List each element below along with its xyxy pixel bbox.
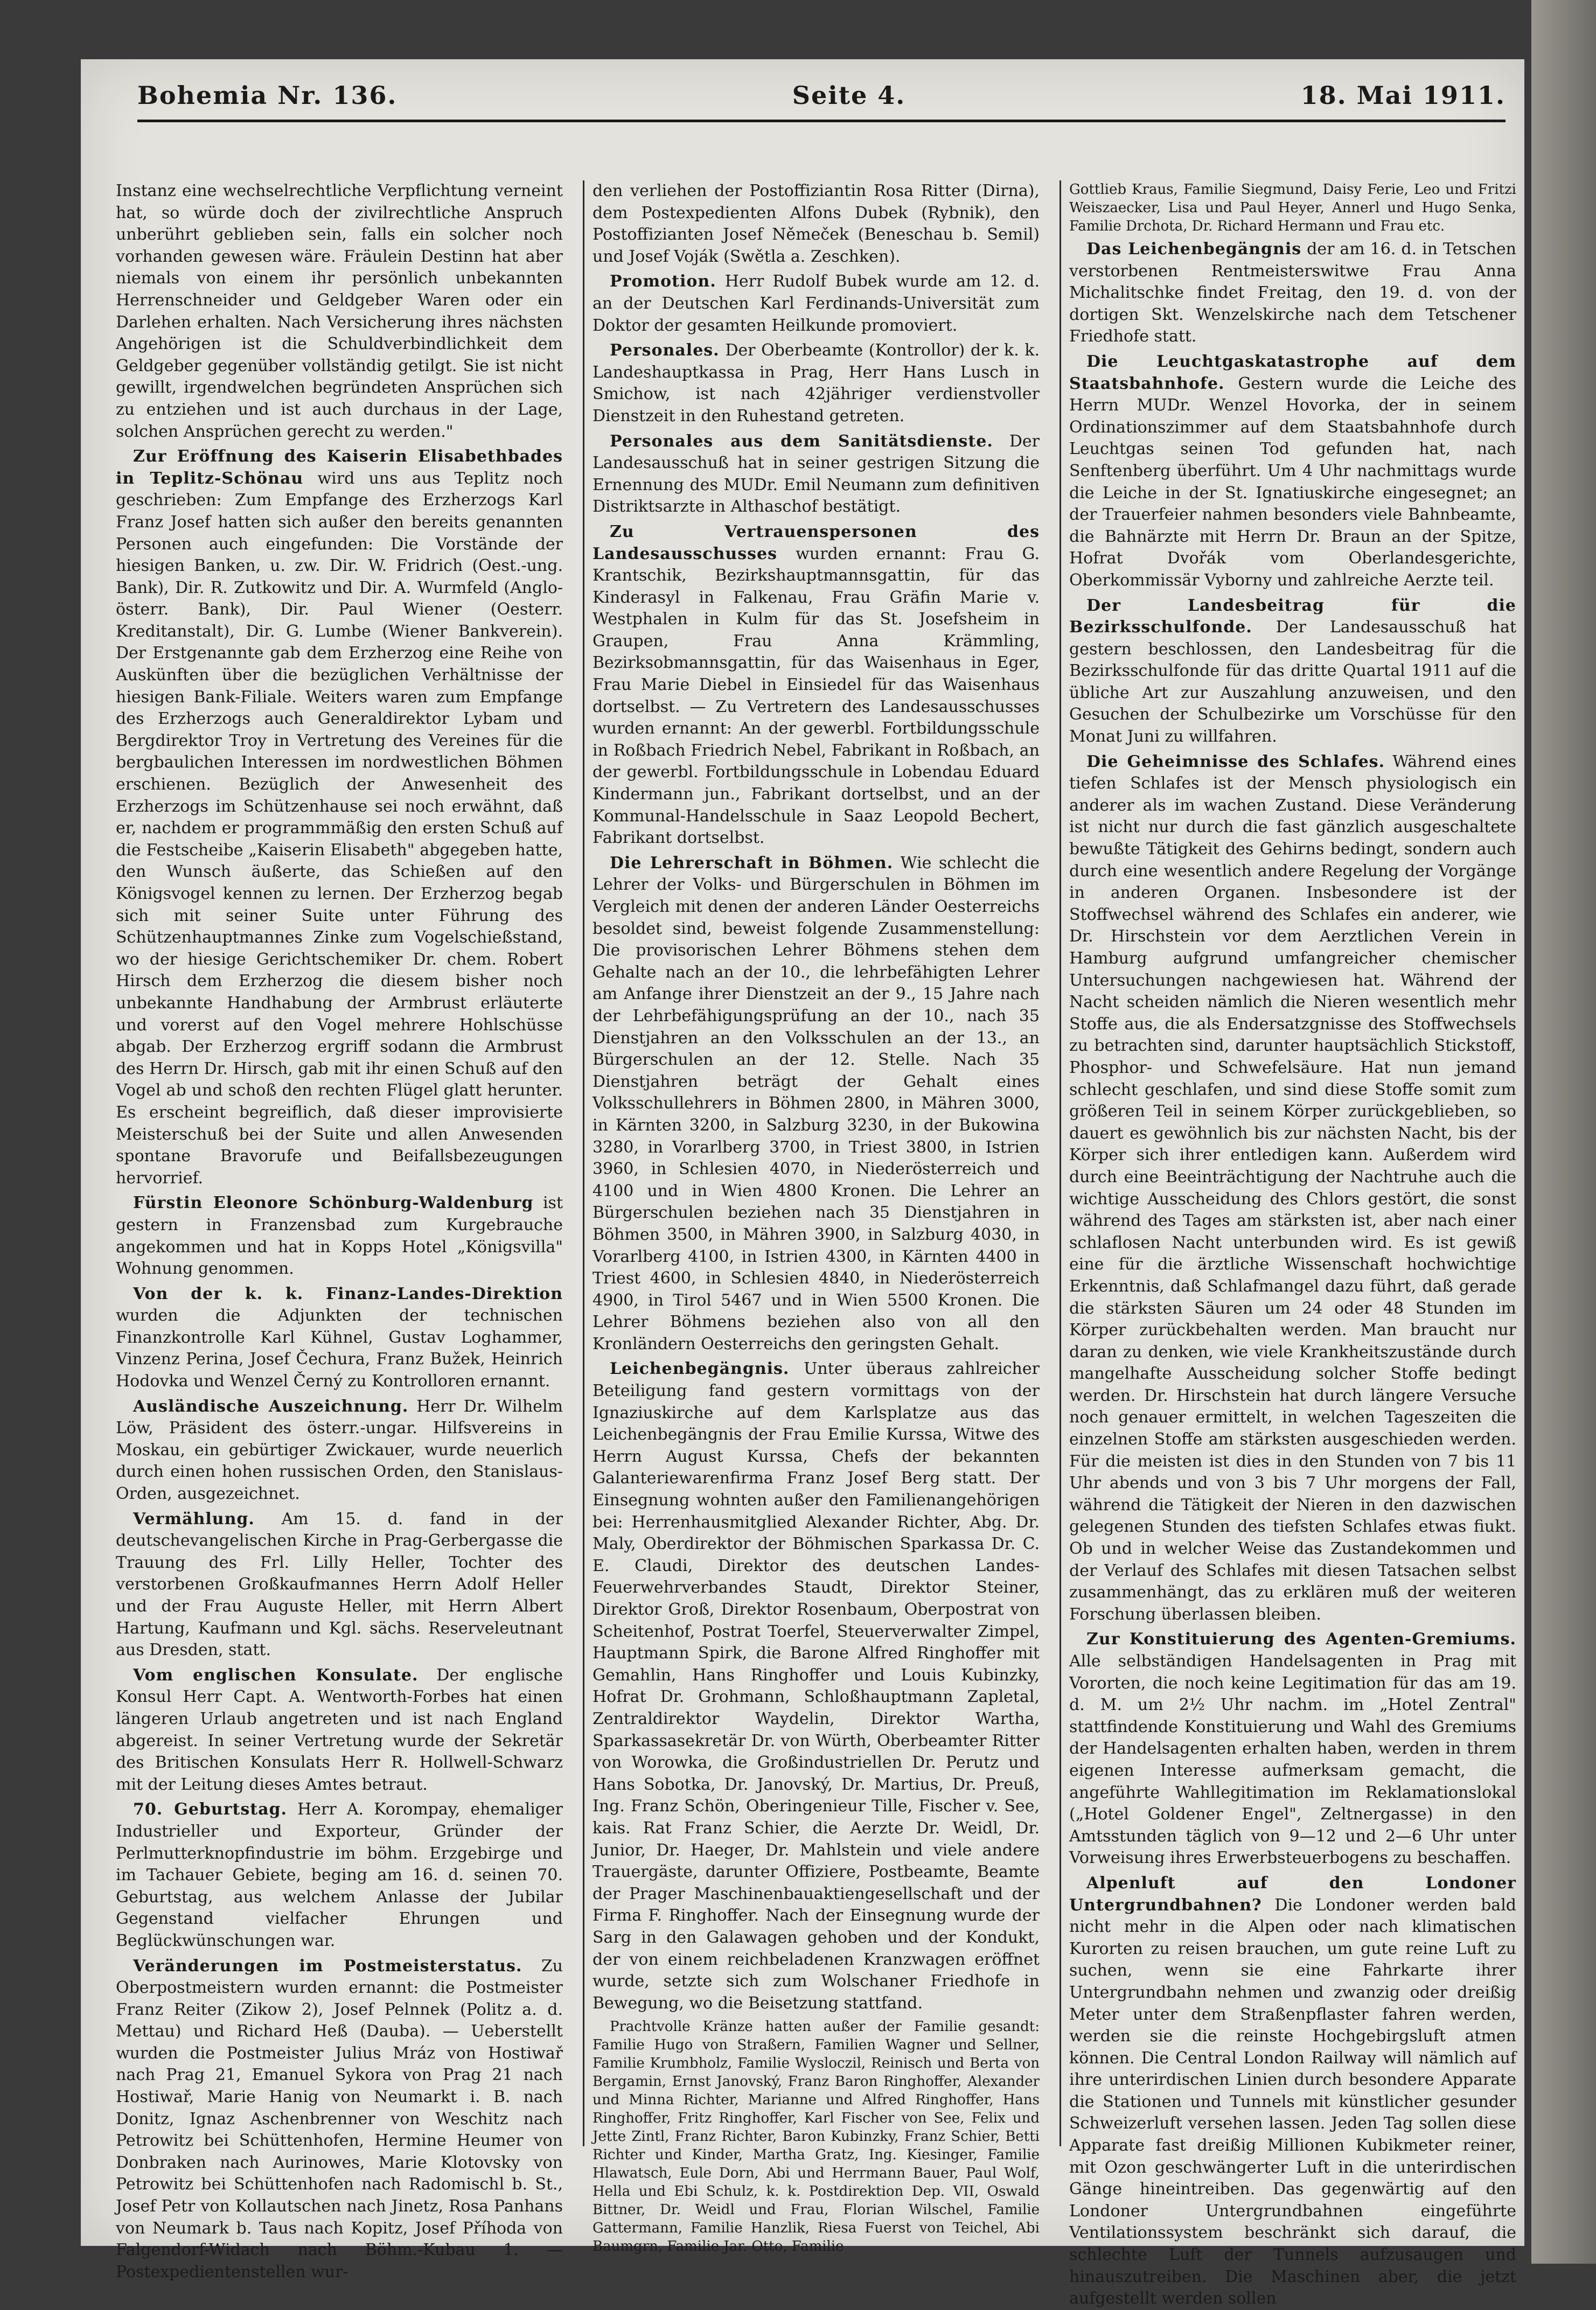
article [1069,751,1516,1626]
article-body: Instanz eine wechselrechtliche Verpflichtung verneint hat, so würde doch der zivilrechtliche Anspruch unberührt geblieben sein, falls ein solcher noch vorhanden gewesen wäre. Fräulein Destinn hat aber niemals von einem ihr persönlich unbekannten Herrenschneider und Geldgeber Waren oder ein Darlehen erhalten. Nach Versicherung ihres nächsten Angehörigen ist die Schuldverbindlichkeit dem Geldgeber gegenüber vollständig getilgt. Sie ist nicht gewillt, irgendwelchen begründeten Ansprüchen sich zu entziehen und ist auch durchaus in der Lage, solchen Ansprüchen gerecht zu werden." [116,182,563,441]
column-1 [116,180,563,2281]
article-text [116,180,563,443]
article-text [593,180,1040,268]
article [1069,351,1516,592]
article-body: Herr A. Korompay, ehemaliger Industrieller und Exporteur, Gründer der Perlmutterknopfindustrie im böhm. Erzgebirge und im Tachauer Gebiete, beging am 16. d. seinen 70. Geburtstag, aus welchem Anlasse der Jubilar Gegenstand vielfacher Ehrungen und Beglückwünschungen war. [116,1800,563,1950]
article [116,1799,563,1952]
article [1069,239,1516,348]
article-headline: Zur Eröffnung des Kaiserin Elisabethbades in Teplitz-Schönau [116,447,563,488]
article-body: Der englische Konsul Herr Capt. A. Wentworth-Forbes hat einen längeren Urlaub angetreten und ist nach England abgereist. In seiner Vertretung wurde der Sekretär des Britischen Konsulats Herr R. Hollwell-Schwarz mit der Leitung dieses Amtes betraut. [116,1665,563,1794]
article [116,1283,563,1393]
article-headline: Ausländische Auszeichnung. [133,1397,409,1416]
article-headline: Von der k. k. Finanz-Landes-Direktion [133,1284,563,1303]
article [116,1509,563,1662]
article-headline: Alpenluft auf den Londoner Untergrundbahnen? [1069,1873,1516,1915]
article-headline: Personales. [610,341,720,360]
column-3 [1069,180,1516,2308]
article [593,340,1040,427]
column-divider-1 [583,180,584,2146]
article-text [593,2018,1040,2256]
header-rule [137,120,1506,122]
article-headline: Die Leuchtgaskatastrophe auf dem Staatsbahnhofe. [1069,352,1516,393]
article-headline: Das Leichenbegängnis [1086,240,1302,259]
article-headline: Veränderungen im Postmeisterstatus. [133,1956,522,1976]
article [593,853,1040,1356]
article-body: Am 15. d. fand in der deutschevangelischen Kirche in Prag-Gerbergasse die Trauung des Frl. Lilly Heller, Tochter des verstorbenen Großkaufmannes Herrn Adolf Heller und der Frau Auguste Heller, mit Herrn Albert Hartung, Kaufmann und Kgl. sächs. Reserveleutnant aus Dresden, statt. [116,1509,563,1660]
article-body: Herr Rudolf Bubek wurde am 12. d. an der Deutschen Karl Ferdinands-Universität zum Doktor der gesamten Heilkunde promoviert. [593,272,1040,335]
article-headline: 70. Geburtstag. [133,1800,287,1819]
article-body: Der Oberbeamte (Kontrollor) der k. k. Landeshauptkassa in Prag, Herr Hans Lusch in Smichow, ist nach 42jähriger verdienstvoller Dienstzeit in den Ruhestand getreten. [593,341,1040,425]
article-text [1069,180,1516,235]
article-headline: Promotion. [610,272,716,291]
article [116,1956,563,2284]
article-headline: Zur Konstituierung des Agenten-Gremiums. [1086,1630,1516,1649]
article-body: Wie schlecht die Lehrer der Volks- und Bürgerschulen in Böhmen im Vergleich mit denen der anderen Länder Oesterreichs besoldet sind, beweist folgende Zusammenstellung: Die provisorischen Lehrer Böhmens stehen dem Gehalte nach an der 10., die lehrbefähigten Lehrer am Anfange ihrer Dienstzeit an der 9., 15 Jahre nach der Lehrbefähigungsprüfung an der 10., nach 35 Dienstjahren an den Volksschulen an der 13., an Bürgerschulen an der 12. Stelle. Nach 35 Dienstjahren beträgt der Gehalt eines Volksschullehrers in Böhmen 2800, in Mähren 3000, in Kärnten 3200, in Salzburg 3230, in der Bukowina 3280, in Vorarlberg 3700, in Triest 3800, in Istrien 3960, in Schlesien 4070, in Niederösterreich und 4100 und in Wien 4800 Kronen. Die Lehrer an Bürgerschulen beziehen nach 35 Dienstjahren in Böhmen 3500, in Mähren 3900, in Salzburg 4030, in Vorarlberg 4100, in Istrien 4300, in Kärnten 4400 in Triest 4600, in Schlesien 4840, in Niederösterreich 4900, in Tirol 5467 und in Wien 5500 Kronen. Die Lehrer Böhmens beziehen also von all den Kronländern Oesterreichs den geringsten Gehalt. [593,853,1040,1353]
article-headline: Vermählung. [133,1509,255,1529]
article-headline: Fürstin Eleonore Schönburg-Waldenburg [133,1194,534,1213]
article-body: Alle selbständigen Handelsagenten in Prag mit Vororten, die noch keine Legitimation für das am 19. d. M. um 2½ Uhr nachm. im „Hotel Zentral" stattfindende Konstituierung und Wahl des Gremiums der Handelsagenten erhalten haben, werden in threm eigenen Interesse aufmerksam gemacht, die angeführte Wahllegitimation im Reklamationslokal („Hotel Goldener Engel", Zeltnergasse) in den Amtsstunden täglich von 9—12 und 2—6 Uhr unter Vorweisung ihres Erwerbsteuerbogens zu beschaffen. [1069,1652,1516,1868]
article-body: Zu Oberpostmeistern wurden ernannt: die Postmeister Franz Reiter (Zikow 2), Josef Pelnnek (Politz a. d. Mettau) und Richard Heß (Dauba). — Ueberstellt wurden die Postmeister Julius Mráz von Hostiwař nach Prag 21, Emanuel Sykora von Prag 21 nach Hostiwař, Marie Hanig von Neumarkt i. B. nach Donitz, Ignaz Aschenbrenner von Weschitz nach Petrowitz bei Schüttenhofen, Hermine Heumer von Donbraken nach Aurinowes, Marie Klotovsky von Petrowitz bei Schüttenhofen nach Radomischl b. St., Josef Petr von Kollautschen nach Jinetz, Rosa Panhans von Neumark b. Taus nach Kopitz, Josef Příhoda von Falgendorf-Widach nach Böhm.-Kubau 1. — Postexpedientenstellen wur- [116,1956,563,2281]
article [593,431,1040,518]
article-body: Unter überaus zahlreicher Beteiligung fand gestern vormittags von der Ignaziuskirche auf dem Karlsplatze aus das Leichenbegängnis der Frau Emilie Kurssa, Witwe des Herrn August Kurssa, Chefs der bekannten Galanteriewarenfirma Franz Josef Berg statt. Der Einsegnung wohnten außer den Familienangehörigen bei: Herrenhausmitglied Alexander Richter, Abg. Dr. Maly, Oberdirektor der Böhmischen Sparkassa Dr. C. E. Claudi, Direktor des deutschen Landes-Feuerwehrverbandes Staudt, Direktor Steiner, Direktor Groß, Direktor Rosenbaum, Oberpostrat von Scheitenhof, Postrat Toerfel, Steuerverwalter Zimpel, Hauptmann Spirk, die Barone Alfred Ringhoffer mit Gemahlin, Hans Ringhoffer und Louis Kubinzky, Hofrat Dr. Grohmann, Schloßhauptmann Zapletal, Zentraldirektor Waydelin, Direktor Wartha, Sparkassasekretär Dr. von Würth, Oberbeamter Ritter von Worowka, die Großindustriellen Dr. Perutz und Hans Sobotka, Dr. Janovský, Dr. Martius, Dr. Preuß, Ing. Franz Schön, Oberingenieur Tille, Fischer v. See, kais. Rat Franz Schier, die Aerzte Dr. Weidl, Dr. Junior, Dr. Haeger, Dr. Mahlstein und viele andere Trauergäste, darunter Offiziere, Postbeamte, Beamte der Prager Maschinenbauaktiengesellschaft und der Firma F. Ringhoffer. Nach der Einsegnung wurde der Sarg in den Galawagen gehoben und der Kondukt, der von einem reichbeladenen Kranzwagen eröffnet wurde, setzte sich zum Wolschaner Friedhofe in Bewegung, wo die Beisetzung stattfand. [593,1359,1040,2013]
header-publication: Bohemia Nr. 136. [137,81,398,110]
article [1069,1629,1516,1869]
article-headline: Der Landesbeitrag für die Bezirksschulfonde. [1069,596,1516,637]
article-body: Der Landesausschuß hat in seiner gestrigen Sitzung die Ernennung des MUDr. Emil Neumann zum definitiven Distriktsarzte in Althaschof bestätigt. [593,431,1040,517]
header-page-number: Seite 4. [792,81,906,110]
article [116,1396,563,1505]
article [593,1358,1040,2014]
article-body: ist gestern in Franzensbad zum Kurgebrauche angekommen und hat in Kopps Hotel „Königsvilla" Wohnung genommen. [116,1194,563,1279]
page-header [137,81,1506,110]
article-headline: Die Geheimnisse des Schlafes. [1086,752,1385,771]
article [1069,1873,1516,2310]
article-headline: Die Lehrerschaft in Böhmen. [610,853,894,873]
article-body: Während eines tiefen Schlafes ist der Mensch physiologisch ein anderer als im wachen Zustand. Diese Veränderung ist nicht nur durch die fast gänzlich ausgeschaltete bewußte Tätigkeit des Gehirns bedingt, sondern auch durch eine wesentlich andere Regelung der Vorgänge in anderen Organen. Insbesondere ist der Stoffwechsel während des Schlafes ein anderer, wie Dr. Hirschstein vor dem Aerztlichen Verein in Hamburg aufgrund umfangreicher chemischer Untersuchungen nachgewiesen hat. Während der Nacht scheiden nämlich die Nieren wesentlich mehr Stoffe aus, die als Endersatzgnisse des Stoffwechsels zu betrachten sind, darunter hauptsächlich Stickstoff, Phosphor- und Schwefelsäure. Hat nun jemand schlecht geschlafen, und sind diese Stoffe somit zum größeren Teil in seinem Körper zurückgeblieben, so dauert es gewöhnlich bis zur nächsten Nacht, bis der Körper sich ihrer entledigen kann. Außerdem wird durch eine Beeinträchtigung der Nachtruhe auch die wichtige Ausscheidung des Chlors gestört, die sonst während des Tages am stärksten ist, aber nach einer schlaflosen Nacht unterbunden wird. Es ist gewiß eine für die ärztliche Wissenschaft hochwichtige Erkenntnis, daß Schlafmangel dazu führt, daß gerade die stärksten Säuren um 24 oder 48 Stunden im Körper zurückbehalten werden. Man braucht nur daran zu denken, wie viele Krankheitszustände durch mangelhafte Ausscheidung solcher Stoffe bedingt werden. Dr. Hirschstein hat durch längere Versuche noch genauer ermittelt, in welchen Tageszeiten die einzelnen Stoffe am stärksten ausgeschieden werden. Für die meisten ist dies in den Stunden von 7 bis 11 Uhr abends und von 3 bis 7 Uhr morgens der Fall, während die Tätigkeit der Nieren in den dazwischen gelegenen Stunden des tiefsten Schlafes etwas fiukt. Ob und in welcher Weise das Zustandekommen und der Verlauf des Schlafes mit diesen Tatsachen selbst zusammenhängt, das zu erklären muß der weiteren Forschung überlassen bleiben. [1069,752,1516,1624]
article-body: der am 16. d. in Tetschen verstorbenen Rentmeisterswitwe Frau Anna Michalitschke findet Freitag, den 19. d. von der dortigen Skt. Wenzelskirche nach dem Tetschener Friedhofe statt. [1069,240,1516,346]
article-headline: Leichenbegängnis. [610,1359,790,1379]
article-headline: Vom englischen Konsulate. [133,1665,419,1685]
article-body: Prachtvolle Kränze hatten außer der Familie gesandt: Familie Hugo von Straßern, Familien Wagner und Sellner, Familie Krumbholz, Familie Wysloczil, Reinisch und Berta von Bergamin, Ernst Janovský, Franz Baron Ringhoffer, Alexander und Minna Richter, Marianne und Alfred Ringhoffer, Hans Ringhoffer, Fritz Ringhoffer, Karl Fischer von See, Felix und Jette Zintl, Franz Richter, Baron Kubinzky, Franz Schier, Betti Richter und Kinder, Martha Gratz, Ing. Kiesinger, Familie Hlawatsch, Eule Dorn, Abi und Herrmann Bauer, Paul Wolf, Hella und Ebi Schulz, k. k. Postdirektion Dep. VII, Oswald Bittner, Dr. Weidl und Frau, Florian Wilschel, Familie Gattermann, Familie Hanzlik, Riesa Fuerst von Teichel, Abi Baumgrn, Familie Jar. Otto, Familie [593,2019,1040,2255]
article-body: den verliehen der Postoffiziantin Rosa Ritter (Dirna), dem Postexpedienten Alfons Dubek (Rybnik), den Postoffizianten Josef Němeček (Beneschau b. Semil) und Josef Voják (Swětla a. Zeschken). [593,182,1040,266]
article-body: wird uns aus Teplitz noch geschrieben: Zum Empfange des Erzherzogs Karl Franz Josef hatten sich außer den bereits genannten Personen auch eingefunden: Die Vorstände der hiesigen Banken, u. zw. Dir. W. Fridrich (Oest.-ung. Bank), Dir. R. Zutkowitz und Dir. A. Wurmfeld (Anglo-österr. Bank), Dir. Paul Wiener (Oesterr. Kreditanstalt), Dir. G. Lumbe (Wiener Bankverein). Der Erstgenannte gab dem Erzherzog eine Reihe von Auskünften über die bezüglichen Verhältnisse der hiesigen Bank-Filiale. Weiters waren zum Empfange des Erzherzogs auch Generaldirektor Lybam und Bergdirektor Troy in Vertretung des Vereines für die bergbaulichen Interessen im nordwestlichen Böhmen erschienen. Bezüglich der Anwesenheit des Erzherzogs im Schützenhause sei noch erwähnt, daß er, nachdem er programmmäßig den ersten Schuß auf die Festscheibe „Kaiserin Elisabeth" abgegeben hatte, den Wunsch äußerte, das Schießen auf den Königsvogel kennen zu lernen. Der Erzherzog begab sich mit seiner Suite unter Führung des Schützenhauptmannes Zinke zum Vogelschießstand, wo der hiesige Gerichtschemiker Dr. chem. Robert Hirsch dem Erzherzog die diesem bisher noch unbekannte Handhabung der Armbrust erläuterte und vorerst auf den Vogel mehrere Hohlschüsse abgab. Der Erzherzog ergriff sodann die Armbrust des Herrn Dr. Hirsch, gab mit ihr einen Schuß auf den Vogel ab und schoß den rechten Flügel glatt herunter. Es erscheint begreiflich, daß dieser improvisierte Meisterschuß bei der Suite und allen Anwesenden spontane Bravorufe und Beifallsbezeugungen hervorrief. [116,469,563,1188]
article [116,1192,563,1280]
article-body: Gestern wurde die Leiche des Herrn MUDr. Wenzel Hovorka, der in seinem Ordinationszimmer auf dem Staatsbahnhofe durch Leuchtgas seinen Tod gefunden hat, nach Senftenberg überführt. Um 4 Uhr nachmittags wurde die Leiche in der St. Ignatiuskirche eingesegnet; an der Trauerfeier nahmen besonders viele Bahnbeamte, die Bahnärzte mit Herrn Dr. Braun an der Spitze, Hofrat Dvořák vom Oberlandesgerichte, Oberkommissär Vyborny und zahlreiche Aerzte teil. [1069,374,1516,590]
article [593,271,1040,337]
article-body: Der Landesausschuß hat gestern beschlossen, den Landesbeitrag für die Bezirksschulfonde für das dritte Quartal 1911 auf die übliche Art zur Auszahlung anzuweisen, und den Gesuchen der Schulbezirke um Vorschüsse für den Monat Juni zu willfahren. [1069,618,1516,746]
column-divider-2 [1060,180,1061,2146]
scan-shadow [1531,0,1596,2264]
article [593,521,1040,849]
column-2 [593,180,1040,2255]
article-body: Herr Dr. Wilhelm Löw, Präsident des österr.-ungar. Hilfsvereins in Moskau, ein gebürtiger Zwickauer, wurde neuerlich durch einen hohen russischen Orden, den Stanislaus-Orden, ausgezeichnet. [116,1397,563,1504]
article-body: Die Londoner werden bald nicht mehr in die Alpen oder nach klimatischen Kurorten zu reisen brauchen, um gute reine Luft zu suchen, wenn sie eine Fahrkarte ihrer Untergrundbahn nehmen und zwanzig oder dreißig Meter unter dem Straßenpflaster fahren werden, werden sie die reinste Hochgebirgsluft atmen können. Die Central London Railway will nämlich auf ihre unterirdischen Linien durch besondere Apparate die Stationen und Tunnels mit künstlicher gesunder Schweizerluft versehen lassen. Jeden Tag sollen diese Apparate fast dreißig Millionen Kubikmeter reiner, mit Ozon geschwängerter Luft in die unterirdischen Gänge hineintreiben. Das gegenwärtig auf den Londoner Untergrundbahnen eingeführte Ventilationssystem beschränkt sich darauf, die schlechte Luft der Tunnels aufzusaugen und hinauszutreiben. Die Maschinen aber, die jetzt aufgestellt werden sollen [1069,1895,1516,2308]
article-body: Gottlieb Kraus, Familie Siegmund, Daisy Ferie, Leo und Fritzi Weiszaecker, Lisa und Paul Heyer, Annerl und Hugo Senka, Familie Drchota, Dr. Richard Hermann und Frau etc. [1069,182,1516,234]
article-headline: Personales aus dem Sanitätsdienste. [610,431,993,451]
article [116,446,563,1189]
article [1069,595,1516,748]
header-date: 18. Mai 1911. [1300,81,1506,110]
article-body: wurden die Adjunkten der technischen Finanzkontrolle Karl Kühnel, Gustav Loghammer, Vinzenz Perina, Josef Čechura, Franz Bužek, Heinrich Hodovka und Wenzel Černý zu Kontrolloren ernannt. [116,1306,563,1391]
article-body: wurden ernannt: Frau G. Krantschik, Bezirkshauptmannsgattin, für das Kinderasyl in Falkenau, Frau Gräfin Marie v. Westphalen in Kulm für das St. Josefsheim in Graupen, Frau Anna Krämmling, Bezirksobmannsgattin, für das Waisenhaus in Eger, Frau Marie Diebel in Einsiedel für das Waisenhaus dortselbst. — Zu Vertretern des Landesausschusses wurden ernannt: An der gewerbl. Fortbildungsschule in Roßbach Friedrich Nebel, Fabrikant in Roßbach, an der gewerbl. Fortbildungsschule in Lobendau Eduard Kindermann jun., Fabrikant dortselbst, und an der Kommunal-Handelsschule in Saaz Leopold Bechert, Fabrikant dortselbst. [593,544,1040,848]
article [116,1665,563,1796]
article-headline: Zu Vertrauenspersonen des Landesausschusses [593,522,1040,563]
